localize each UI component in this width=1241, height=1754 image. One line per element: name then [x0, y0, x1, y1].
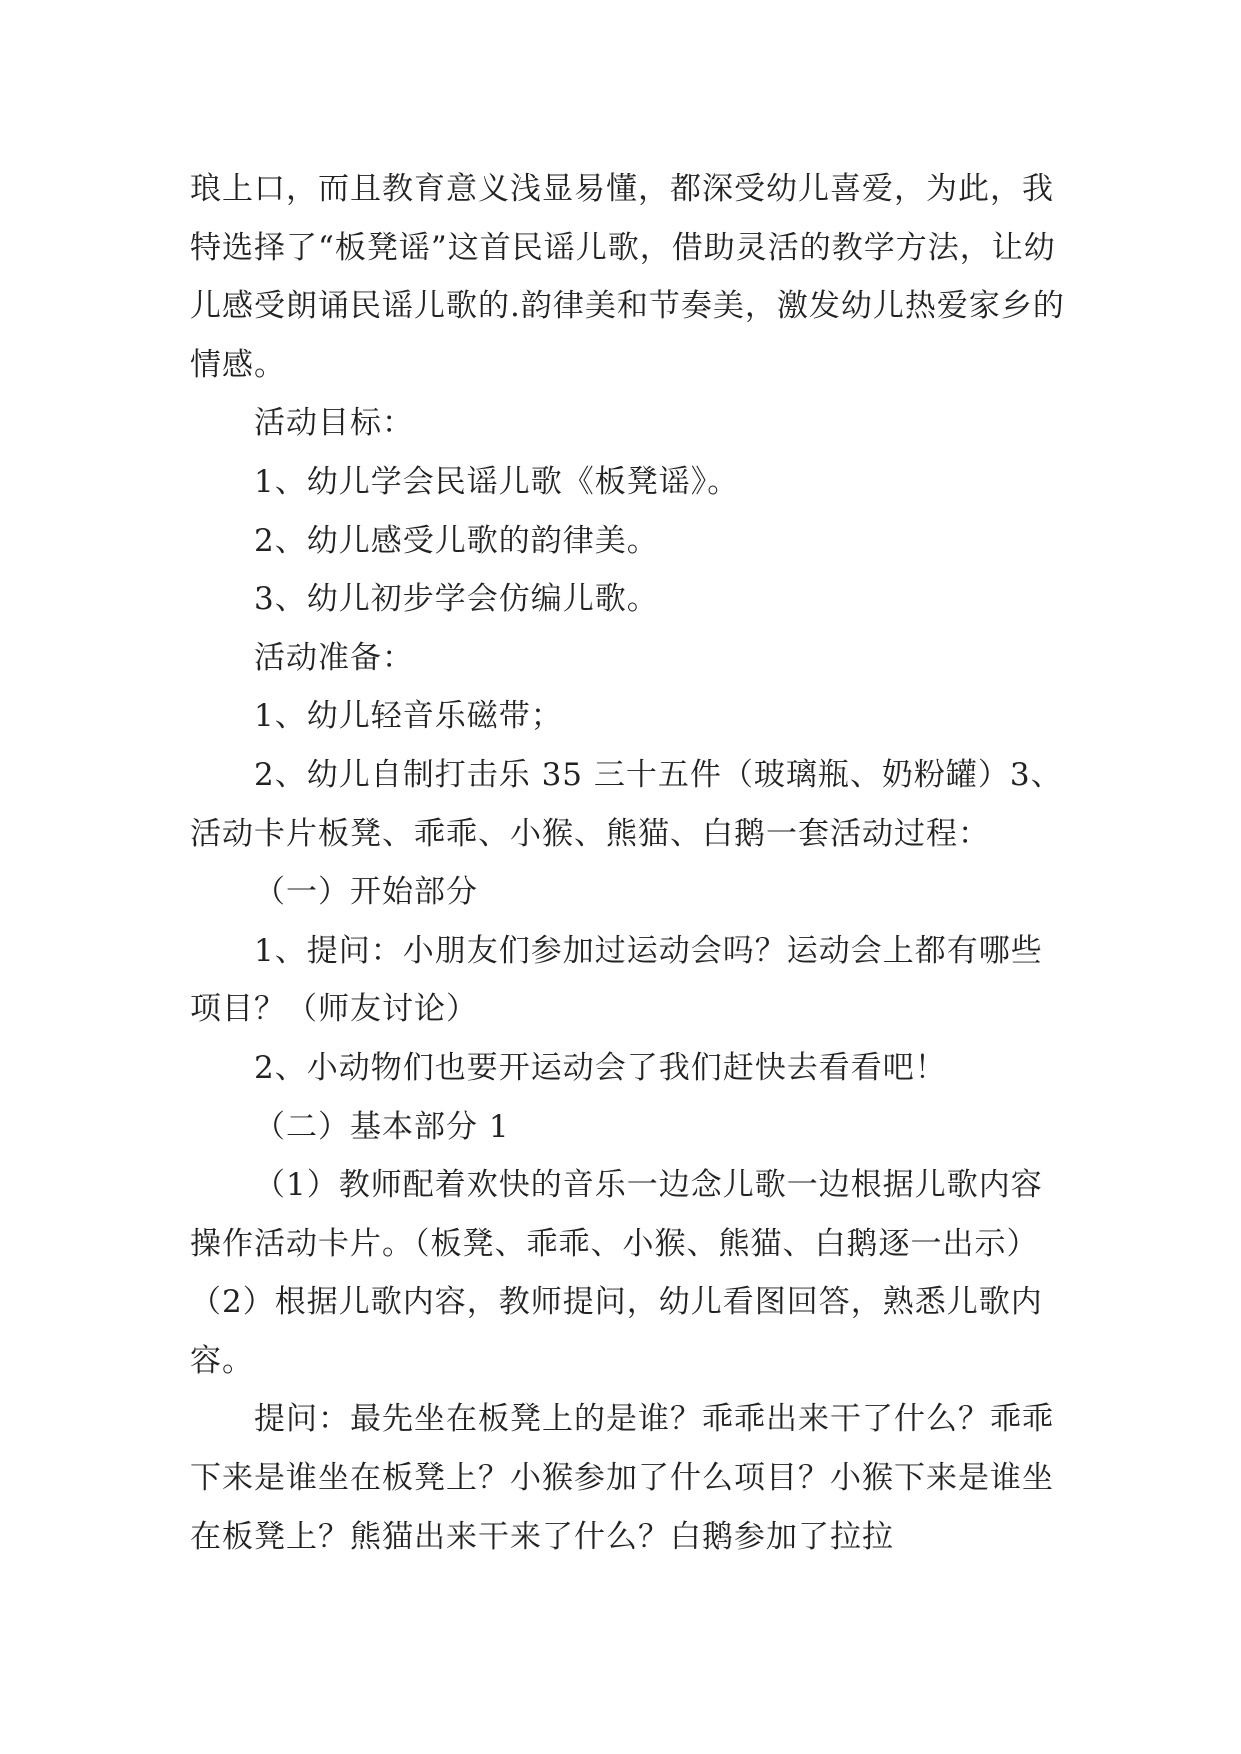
goal-item-1: 1、幼儿学会民谣儿歌《板凳谣》。 [254, 463, 740, 500]
paragraph-intro-continuation: 琅上口，而且教育意义浅显易懂，都深受幼儿喜爱，为此，我特选择了“板凳谣”这首民谣儿歌，借助灵活的教学方法，让幼儿感受朗诵民谣儿歌的.韵律美和节奏美，激发幼儿热爱家乡的情感。 [190, 171, 1065, 383]
questions-paragraph: 提问：最先坐在板凳上的是谁？乖乖出来干了什么？乖乖下来是谁坐在板凳上？小猴参加了什么项目？小猴下来是谁坐在板凳上？熊猫出来干来了什么？白鹅参加了拉拉 [190, 1401, 1054, 1555]
goal-item-3: 3、幼儿初步学会仿编儿歌。 [254, 581, 659, 618]
heading-activity-goals: 活动目标： [254, 405, 414, 442]
goal-item-2: 2、幼儿感受儿歌的韵律美。 [254, 522, 659, 559]
preparation-item-2: 2、幼儿自制打击乐 35 三十五件（玻璃瓶、奶粉罐）3、活动卡片板凳、乖乖、小猴、熊猫、白鹅一套活动过程： [190, 756, 1063, 852]
part-two-item-1: （1）教师配着欢快的音乐一边念儿歌一边根据儿歌内容操作活动卡片。（板凳、乖乖、小猴、熊猫、白鹅逐一出示）（2）根据儿歌内容，教师提问，幼儿看图回答，熟悉儿歌内容。 [190, 1167, 1043, 1379]
document-body [190, 160, 1070, 1566]
heading-part-two-basic: （二）基本部分 1 [254, 1108, 510, 1145]
part-one-item-2: 2、小动物们也要开运动会了我们赶快去看看吧！ [254, 1049, 947, 1086]
heading-part-one-start: （一）开始部分 [254, 874, 478, 911]
preparation-item-1: 1、幼儿轻音乐磁带； [254, 698, 563, 735]
part-one-item-1: 1、提问：小朋友们参加过运动会吗？运动会上都有哪些项目？（师友讨论） [190, 932, 1043, 1028]
heading-activity-preparation: 活动准备： [254, 639, 414, 676]
